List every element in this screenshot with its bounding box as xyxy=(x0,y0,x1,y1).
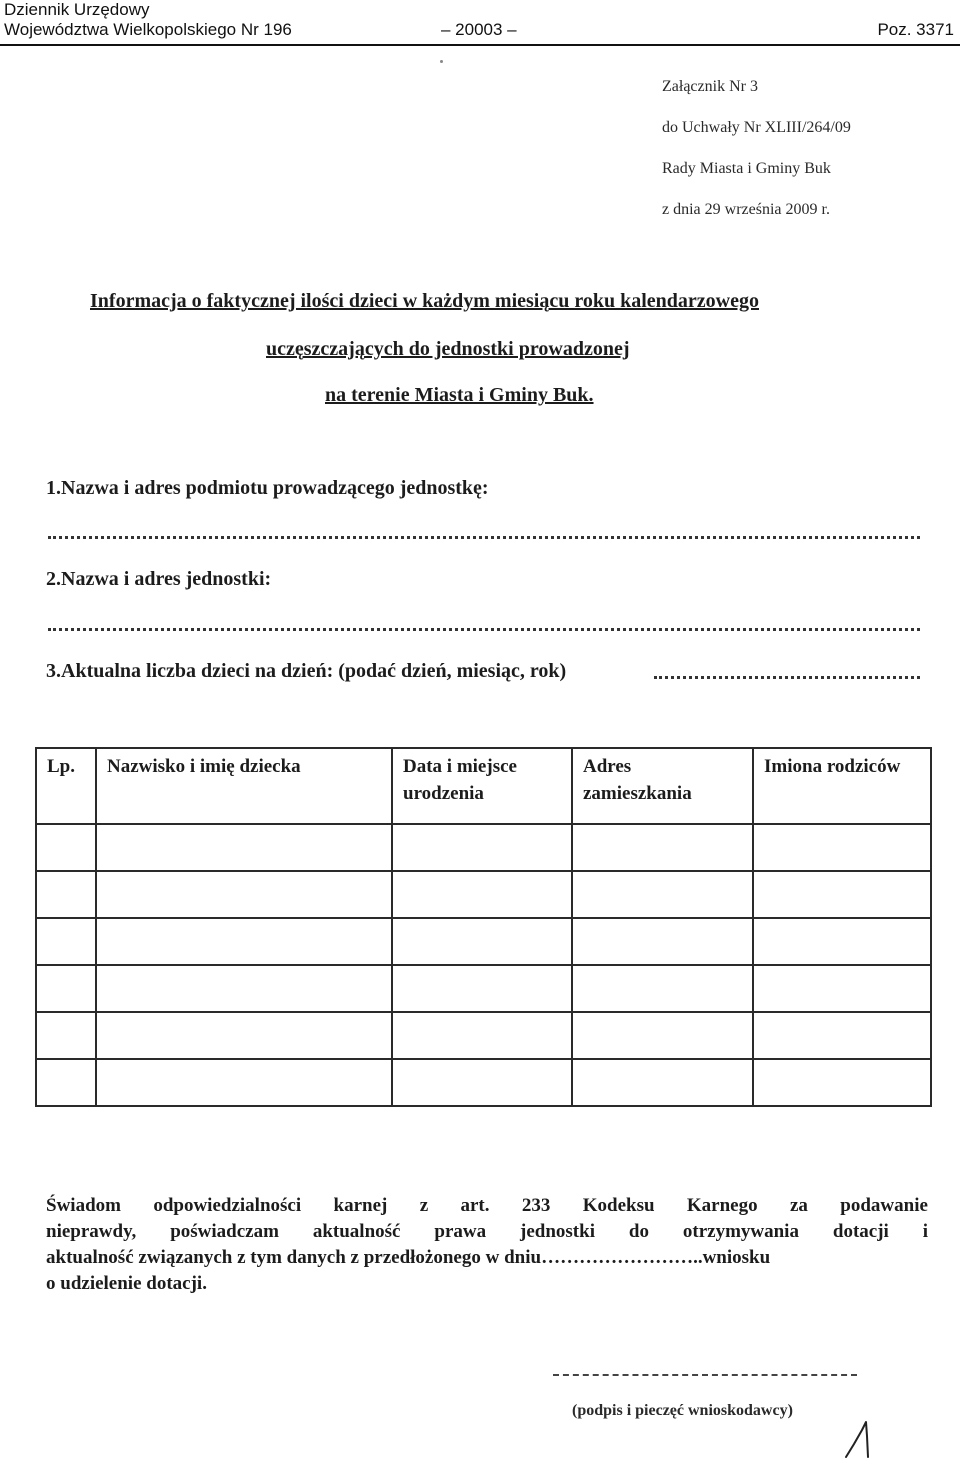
table-cell[interactable] xyxy=(96,965,392,1012)
handwritten-mark-icon xyxy=(840,1420,880,1459)
document-title-line-2: uczęszczających do jednostki prowadzonej xyxy=(266,338,630,360)
statement-word: nieprawdy, xyxy=(46,1221,137,1242)
table-cell[interactable] xyxy=(36,965,96,1012)
document-title-line-1: Informacja o faktycznej ilości dzieci w każdym miesiącu roku kalendarzowego xyxy=(90,290,759,312)
statement-word: aktualność xyxy=(312,1221,401,1242)
header-rule xyxy=(0,44,960,46)
table-cell[interactable] xyxy=(572,871,753,918)
statement-word: Karnego xyxy=(686,1195,758,1216)
journal-subtitle: Województwa Wielkopolskiego Nr 196 xyxy=(4,20,292,39)
table-cell[interactable] xyxy=(96,1012,392,1059)
statement-word: jednostki xyxy=(520,1221,595,1242)
statement-word: dotacji xyxy=(832,1221,889,1242)
position-number: Poz. 3371 xyxy=(877,20,954,39)
page-number: – 20003 – xyxy=(441,20,517,39)
statement-word: Kodeksu xyxy=(582,1195,655,1216)
statement-line-1 xyxy=(46,1193,928,1219)
table-cell[interactable] xyxy=(392,871,572,918)
table-cell[interactable] xyxy=(392,918,572,965)
table-row xyxy=(36,965,931,1012)
table-cell[interactable] xyxy=(36,1012,96,1059)
signature-line[interactable] xyxy=(553,1374,857,1376)
table-cell[interactable] xyxy=(753,1012,931,1059)
statement-word: podawanie xyxy=(840,1195,928,1216)
table-cell[interactable] xyxy=(36,1059,96,1106)
annex-line: do Uchwały Nr XLIII/264/09 xyxy=(662,119,851,136)
table-cell[interactable] xyxy=(572,824,753,871)
children-table xyxy=(35,747,932,1107)
column-header-birth: Data i miejsce urodzenia xyxy=(392,748,572,824)
statement-word: poświadczam xyxy=(170,1221,279,1242)
annex-line: Załącznik Nr 3 xyxy=(662,78,758,95)
table-row xyxy=(36,1059,931,1106)
signature-label: (podpis i pieczęć wnioskodawcy) xyxy=(572,1402,793,1419)
annex-line: Rady Miasta i Gminy Buk xyxy=(662,160,831,177)
statement-word: i xyxy=(922,1221,928,1242)
table-row xyxy=(36,1012,931,1059)
table-cell[interactable] xyxy=(392,965,572,1012)
statement-word: odpowiedzialności xyxy=(153,1195,302,1216)
statement-word: z xyxy=(419,1195,429,1216)
column-header-name: Nazwisko i imię dziecka xyxy=(96,748,392,824)
unit-fill-line[interactable] xyxy=(48,628,920,631)
statement-word: do xyxy=(628,1221,649,1242)
table-cell[interactable] xyxy=(572,1059,753,1106)
table-cell[interactable] xyxy=(96,1059,392,1106)
scan-speck xyxy=(440,60,443,63)
statement-word: Świadom xyxy=(46,1195,121,1216)
table-cell[interactable] xyxy=(36,824,96,871)
annex-block xyxy=(662,78,851,242)
statement-word: karnej xyxy=(333,1195,388,1216)
statement-word: za xyxy=(789,1195,808,1216)
field-provider-label: 1.Nazwa i adres podmiotu prowadzącego jednostkę: xyxy=(46,477,489,499)
column-header-address: Adres zamieszkania xyxy=(572,748,753,824)
statement-word: 233 xyxy=(521,1195,551,1216)
statement-word: otrzymywania xyxy=(682,1221,799,1242)
table-cell[interactable] xyxy=(392,824,572,871)
table-cell[interactable] xyxy=(753,871,931,918)
column-header-lp: Lp. xyxy=(36,748,96,824)
table-row xyxy=(36,824,931,871)
table-cell[interactable] xyxy=(392,1059,572,1106)
field-children-count-label: 3.Aktualna liczba dzieci na dzień: (podać dzień, miesiąc, rok) xyxy=(46,660,567,682)
table-cell[interactable] xyxy=(36,918,96,965)
field-unit-label: 2.Nazwa i adres jednostki: xyxy=(46,568,272,590)
table-cell[interactable] xyxy=(96,824,392,871)
table-cell[interactable] xyxy=(572,1012,753,1059)
table-row xyxy=(36,918,931,965)
table-header-row xyxy=(36,748,931,824)
table-cell[interactable] xyxy=(753,965,931,1012)
table-cell[interactable] xyxy=(753,1059,931,1106)
provider-fill-line[interactable] xyxy=(48,536,920,539)
journal-header xyxy=(0,0,960,46)
annex-line: z dnia 29 września 2009 r. xyxy=(662,201,830,218)
column-header-parents: Imiona rodziców xyxy=(753,748,931,824)
statement-word: art. xyxy=(460,1195,490,1216)
table-cell[interactable] xyxy=(96,918,392,965)
table-row xyxy=(36,871,931,918)
document-title-line-3: na terenie Miasta i Gminy Buk. xyxy=(325,384,594,406)
table-cell[interactable] xyxy=(753,918,931,965)
statement-line-3: aktualność związanych z tym danych z przedłożonego w dniu……………………..wniosku xyxy=(46,1247,771,1268)
table-cell[interactable] xyxy=(572,965,753,1012)
statement-line-2 xyxy=(46,1219,928,1245)
table-cell[interactable] xyxy=(96,871,392,918)
table-cell[interactable] xyxy=(36,871,96,918)
table-cell[interactable] xyxy=(753,824,931,871)
date-fill-line[interactable] xyxy=(654,676,920,679)
statement-word: prawa xyxy=(434,1221,487,1242)
table-cell[interactable] xyxy=(572,918,753,965)
liability-statement xyxy=(46,1193,928,1297)
journal-title: Dziennik Urzędowy xyxy=(4,0,150,19)
table-cell[interactable] xyxy=(392,1012,572,1059)
statement-line-4: o udzielenie dotacji. xyxy=(46,1273,207,1294)
